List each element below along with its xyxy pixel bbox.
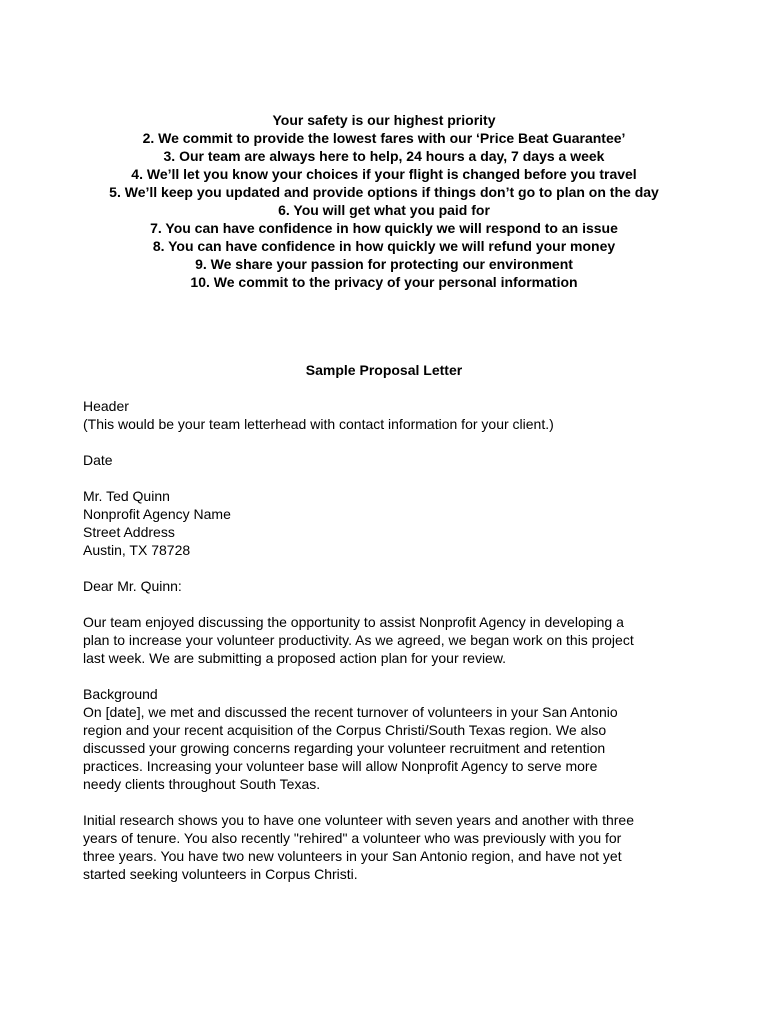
address-line: Mr. Ted Quinn bbox=[83, 488, 170, 504]
letter-title: Sample Proposal Letter bbox=[305, 362, 463, 378]
promise-item: 2. We commit to provide the lowest fares with our ‘Price Beat Guarantee’ bbox=[142, 130, 626, 146]
promise-item: Your safety is our highest priority bbox=[272, 112, 496, 128]
paragraph-line: practices. Increasing your volunteer base will allow Nonprofit Agency to serve more bbox=[83, 758, 598, 774]
paragraph-line: last week. We are submitting a proposed action plan for your review. bbox=[83, 650, 507, 666]
paragraph-line: three years. You have two new volunteers in your San Antonio region, and have not yet bbox=[83, 848, 622, 864]
paragraph-line: started seeking volunteers in Corpus Christi. bbox=[83, 866, 358, 882]
promise-item: 9. We share your passion for protecting our environment bbox=[195, 256, 573, 272]
date-line: Date bbox=[83, 452, 113, 468]
research-paragraph bbox=[83, 811, 703, 883]
salutation: Dear Mr. Quinn: bbox=[83, 578, 182, 594]
header-note: (This would be your team letterhead with contact information for your client.) bbox=[83, 416, 554, 432]
paragraph-line: Our team enjoyed discussing the opportunity to assist Nonprofit Agency in developing a bbox=[83, 614, 624, 630]
address-line: Nonprofit Agency Name bbox=[83, 506, 231, 522]
promise-item: 3. Our team are always here to help, 24 hours a day, 7 days a week bbox=[163, 148, 605, 164]
recipient-address bbox=[83, 487, 703, 559]
address-line: Austin, TX 78728 bbox=[83, 542, 191, 558]
promise-item: 5. We’ll keep you updated and provide options if things don’t go to plan on the day bbox=[109, 184, 659, 200]
letter-body bbox=[83, 397, 703, 901]
paragraph-line: region and your recent acquisition of the Corpus Christi/South Texas region. We also bbox=[83, 722, 607, 738]
paragraph-line: years of tenure. You also recently "rehired" a volunteer who was previously with you for bbox=[83, 830, 622, 846]
promise-item: 6. You will get what you paid for bbox=[278, 202, 490, 218]
promise-item: 8. You can have confidence in how quickly we will refund your money bbox=[152, 238, 616, 254]
salutation-section bbox=[83, 577, 703, 595]
paragraph-line: discussed your growing concerns regarding your volunteer recruitment and retention bbox=[83, 740, 606, 756]
paragraph-line: Initial research shows you to have one volunteer with seven years and another with three bbox=[83, 812, 634, 828]
background-paragraph bbox=[83, 685, 703, 793]
promise-item: 10. We commit to the privacy of your personal information bbox=[190, 274, 578, 290]
intro-paragraph bbox=[83, 613, 703, 667]
paragraph-line: needy clients throughout South Texas. bbox=[83, 776, 321, 792]
background-heading: Background bbox=[83, 686, 158, 702]
promise-item: 7. You can have confidence in how quickly we will respond to an issue bbox=[150, 220, 618, 236]
header-label: Header bbox=[83, 398, 129, 414]
paragraph-line: On [date], we met and discussed the recent turnover of volunteers in your San Antonio bbox=[83, 704, 618, 720]
date-section bbox=[83, 451, 703, 469]
promise-item: 4. We’ll let you know your choices if your flight is changed before you travel bbox=[131, 166, 637, 182]
paragraph-line: plan to increase your volunteer productivity. As we agreed, we began work on this project bbox=[83, 632, 634, 648]
promise-list bbox=[0, 111, 768, 291]
letterhead-section bbox=[83, 397, 703, 433]
address-line: Street Address bbox=[83, 524, 175, 540]
